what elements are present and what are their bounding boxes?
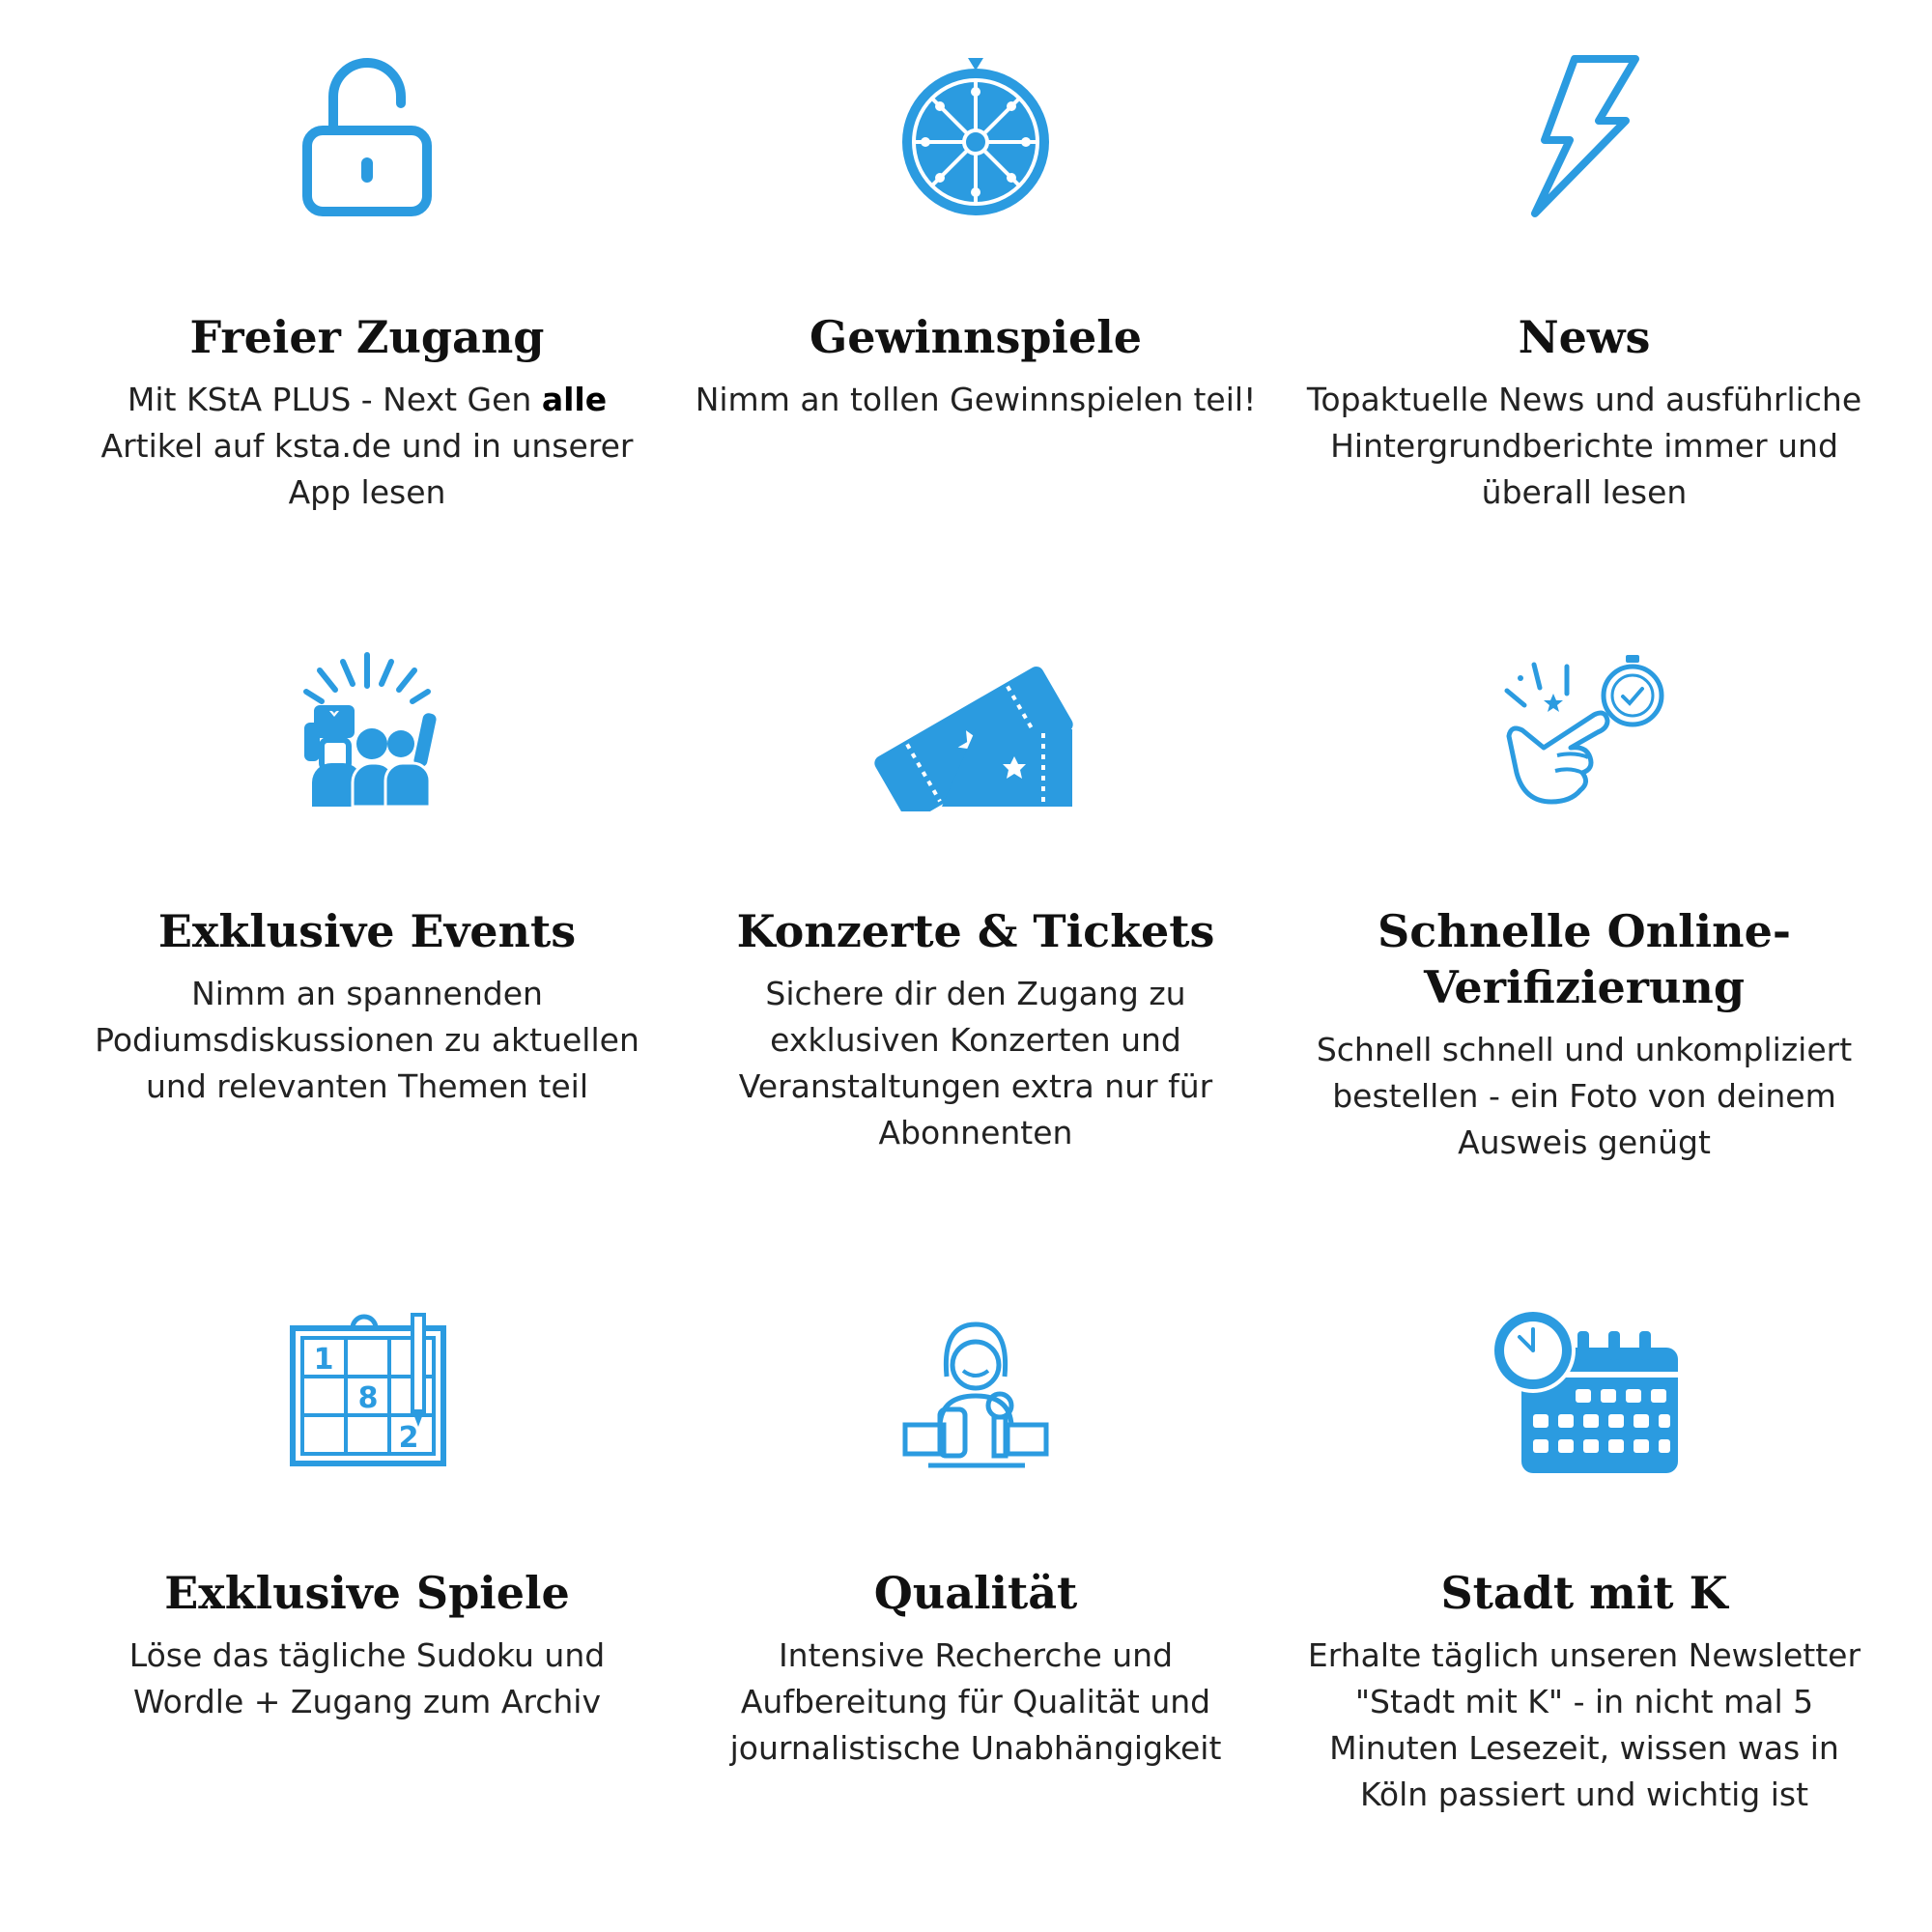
- lightning-icon: [1294, 48, 1874, 222]
- feature-description: Erhalte täglich unseren Newsletter "Stadt mit K" - in nicht mal 5 Minuten Lesezeit, wissen was in Köln passiert und wichtig ist: [1307, 1636, 1861, 1813]
- cheering-crowd-icon: [77, 642, 657, 816]
- feature-title: Schnelle Online-Verifizierung: [1378, 905, 1791, 1013]
- feature-title: News: [1518, 311, 1651, 363]
- feature-freier-zugang: [77, 48, 657, 516]
- snap-fingers-stopwatch-icon: [1294, 642, 1874, 816]
- feature-description: Schnell schnell und unkompliziert bestellen - ein Foto von deinem Ausweis genügt: [1316, 1031, 1853, 1161]
- feature-title: Freier Zugang: [189, 311, 545, 363]
- feature-description: Sichere dir den Zugang zu exklusiven Konzerten und Veranstaltungen extra nur für Abonnenten: [738, 975, 1213, 1151]
- feature-title: Gewinnspiele: [809, 311, 1143, 363]
- feature-description: Nimm an spannenden Podiumsdiskussionen zu aktuellen und relevanten Themen teil: [95, 975, 639, 1105]
- feature-exklusive-events: [77, 642, 657, 1110]
- feature-gewinnspiele: [686, 48, 1265, 423]
- sudoku-icon: [77, 1304, 657, 1478]
- feature-qualitaet: [686, 1304, 1265, 1772]
- feature-description: Nimm an tollen Gewinnspielen teil!: [695, 381, 1257, 418]
- tickets-icon: [686, 642, 1265, 816]
- feature-title: Exklusive Spiele: [164, 1567, 570, 1619]
- feature-description: Topaktuelle News und ausführliche Hintergrundberichte immer und überall lesen: [1306, 381, 1862, 511]
- feature-title: Konzerte & Tickets: [736, 905, 1215, 957]
- feature-title: Qualität: [873, 1567, 1078, 1619]
- feature-title: Exklusive Events: [157, 905, 577, 957]
- journalist-interview-icon: [686, 1304, 1265, 1478]
- svg-text:8: 8: [357, 1381, 379, 1415]
- svg-text:2: 2: [398, 1421, 419, 1455]
- feature-description: Intensive Recherche und Aufbereitung für Qualität und journalistische Unabhängigkeit: [729, 1636, 1222, 1767]
- feature-exklusive-spiele: [77, 1304, 657, 1725]
- feature-news: [1294, 48, 1874, 516]
- feature-title: Stadt mit K: [1440, 1567, 1728, 1619]
- feature-description: Löse das tägliche Sudoku und Wordle + Zugang zum Archiv: [128, 1636, 606, 1720]
- feature-description: Mit KStA PLUS - Next Gen alle Artikel auf ksta.de und in unserer App lesen: [100, 381, 634, 511]
- wheel-of-fortune-icon: [686, 48, 1265, 222]
- feature-stadt-mit-k: [1294, 1304, 1874, 1818]
- unlock-icon: [77, 48, 657, 222]
- feature-schnelle-online-verifizierung: [1294, 642, 1874, 1166]
- svg-text:1: 1: [313, 1343, 334, 1377]
- feature-konzerte-tickets: [686, 642, 1265, 1156]
- clock-calendar-icon: [1294, 1304, 1874, 1478]
